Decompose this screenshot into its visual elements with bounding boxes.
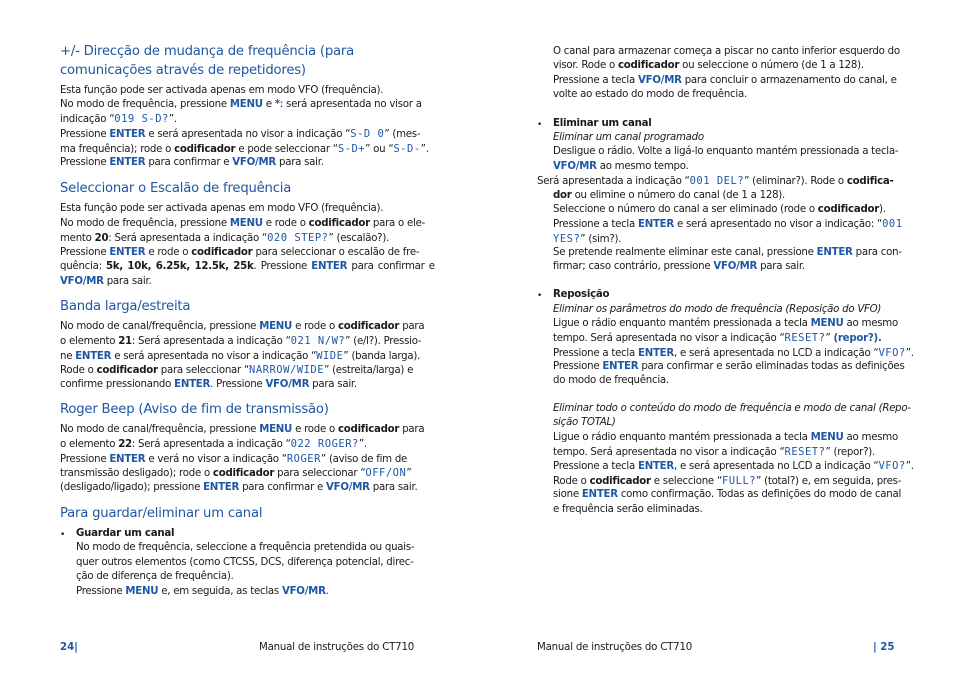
text-line: firmar; caso contrário, pressione VFO/MR para sair. [553, 261, 805, 272]
text-line: confirme pressionando ENTER. Pressione VFO/MR para sair. [60, 379, 357, 390]
text-line: YES?” (sim?). [553, 233, 622, 245]
footer-title: Manual de instruções do CT710 [537, 642, 693, 653]
page-number: | 25 [873, 642, 895, 653]
heading-shift-direction-line1: +/- Direcção de mudança de frequência (para [60, 44, 355, 59]
text-line: Pressione ENTER para confirmar e serão eliminadas todas as definições [553, 361, 905, 372]
item-subtitle: Eliminar os parâmetros do modo de frequência (Reposição do VFO) [553, 304, 882, 315]
text-line: ne ENTER e será apresentada no visor a indicação “WIDE” (banda larga). [60, 350, 421, 362]
key-vfomr: VFO/MR [232, 157, 276, 168]
bullet: • [537, 120, 543, 130]
text-line: Ligue o rádio enquanto mantém pressionada a tecla MENU ao mesmo [553, 318, 898, 329]
text-line: VFO/MR para sair. [60, 276, 152, 287]
text-line: Será apresentada a indicação “001 DEL?” (eliminar?). Rode o codifica- [537, 175, 894, 187]
text-line: e frequência serão eliminadas. [553, 504, 703, 515]
lcd-text: YES? [553, 233, 581, 245]
item-title: Reposição [553, 289, 610, 300]
lcd-text: 001 [882, 218, 903, 230]
bullet: • [60, 530, 66, 540]
text-line: tempo. Será apresentada no visor a indicação “RESET?” (repor?). [553, 332, 882, 344]
text-line: dor ou elimine o número do canal (de 1 a 128). [553, 190, 786, 201]
text-line: Pressione a tecla VFO/MR para concluir o armazenamento do canal, e [553, 75, 897, 86]
text-line: transmissão desligado); rode o codificador para seleccionar “OFF/ON” [60, 467, 412, 479]
text-line: indicação “019 S-D?”. [60, 113, 177, 125]
text-line: volte ao estado do modo de frequência. [553, 89, 747, 100]
text-line: Pressione ENTER e rode o codificador para seleccionar o escalão de fre- [60, 247, 420, 258]
heading-shift-direction-line2: comunicações através de repetidores) [60, 63, 306, 78]
key-star: * [274, 99, 280, 110]
text-line: Pressione a tecla ENTER e será apresentado no visor a indicação: “001 [553, 218, 903, 230]
text-line: do modo de frequência. [553, 375, 669, 386]
lcd-text: 019 S-D? [114, 113, 169, 125]
lcd-text: VFO? [878, 347, 906, 359]
text-line: Ligue o rádio enquanto mantém pressionada a tecla MENU ao mesmo [553, 432, 898, 443]
lcd-text: 021 N/W? [290, 335, 346, 347]
item-subtitle: Eliminar um canal programado [553, 132, 704, 143]
text-line: ção de diferença de frequência). [76, 571, 234, 582]
lcd-text: S-D+ [337, 143, 366, 155]
key-menu: MENU [229, 99, 263, 110]
text-line: No modo de frequência, pressione MENU e *: será apresentada no visor a [60, 99, 422, 110]
text-line: o elemento 22: Será apresentada a indicação “022 ROGER?”. [60, 438, 367, 450]
item-title: Eliminar um canal [553, 118, 652, 129]
key-enter: ENTER [109, 129, 146, 140]
text-line: No modo de frequência, seleccione a frequência pretendida ou quais- [76, 542, 415, 553]
page-number: 24| [60, 642, 78, 653]
item-subtitle: sição TOTAL) [553, 417, 616, 428]
text-line: Pressione ENTER e verá no visor a indicação “ROGER” (aviso de fim de [60, 453, 408, 465]
lcd-text: ROGER [286, 453, 321, 465]
text-line: tempo. Será apresentada no visor a indicação “RESET?” (repor?). [553, 446, 875, 458]
text-line: Desligue o rádio. Volte a ligá-lo enquanto mantém pressionada a tecla- [553, 146, 899, 157]
item-subtitle: Eliminar todo o conteúdo do modo de frequência e modo de canal (Repo- [553, 403, 911, 414]
text-line: quer outros elementos (como CTCSS, DCS, diferença potencial, direc- [76, 557, 414, 568]
text-line: O canal para armazenar começa a piscar no canto inferior esquerdo do [553, 46, 900, 57]
text-line: Se pretende realmente eliminar este canal, pressione ENTER para con- [553, 247, 902, 258]
heading-save-delete-channel: Para guardar/eliminar um canal [60, 506, 263, 521]
lcd-text: RESET? [784, 446, 826, 458]
lcd-text: FULL? [721, 475, 757, 487]
text-line: Pressione ENTER e será apresentada no visor a indicação “S-D 0” (mes- [60, 128, 421, 140]
lcd-text: 001 DEL? [689, 175, 745, 187]
text-line: quência: 5k, 10k, 6.25k, 12.5k, 25k. Pressione ENTER para confirmar e [60, 261, 435, 272]
text-line: VFO/MR ao mesmo tempo. [553, 161, 689, 172]
text-line: (desligado/ligado); pressione ENTER para confirmar e VFO/MR para sair. [60, 482, 418, 493]
text-line: Rode o codificador para seleccionar “NARROW/WIDE” (estreita/larga) e [60, 364, 414, 376]
text-line: Pressione a tecla ENTER, e será apresentada no LCD a indicação “VFO?”. [553, 347, 914, 359]
lcd-text: OFF/ON [365, 467, 407, 479]
item-title: Guardar um canal [76, 528, 175, 539]
text-line: Seleccione o número do canal a ser eliminado (rode o codificador). [553, 204, 886, 215]
footer-title: Manual de instruções do CT710 [259, 642, 415, 653]
text-line: mento 20: Será apresentada a indicação “020 STEP?” (escalão?). [60, 232, 390, 244]
text-line: sione ENTER como confirmação. Todas as definições do modo de canal [553, 489, 902, 500]
lcd-text: 022 ROGER? [290, 438, 359, 450]
heading-roger-beep: Roger Beep (Aviso de fim de transmissão) [60, 402, 329, 417]
text-line: Pressione a tecla ENTER, e será apresentada no LCD a indicação “VFO?”. [553, 460, 914, 472]
key-enter: ENTER [109, 157, 146, 168]
text-line: Rode o codificador e seleccione “FULL?” (total?) e, em seguida, pres- [553, 475, 902, 487]
text-line: Esta função pode ser activada apenas em modo VFO (frequência). [60, 85, 384, 96]
text-line: No modo de frequência, pressione MENU e rode o codificador para o ele- [60, 218, 426, 229]
text-line: No modo de canal/frequência, pressione MENU e rode o codificador para [60, 321, 425, 332]
text-line: ma frequência); rode o codificador e pode seleccionar “S-D+” ou “S-D-”. [60, 143, 429, 155]
lcd-text: S-D 0 [350, 128, 385, 140]
heading-step: Seleccionar o Escalão de frequência [60, 181, 292, 196]
text-line: Pressione ENTER para confirmar e VFO/MR para sair. [60, 157, 324, 168]
heading-bandwidth: Banda larga/estreita [60, 299, 191, 314]
text-line: Esta função pode ser activada apenas em modo VFO (frequência). [60, 203, 384, 214]
bullet: • [537, 291, 543, 301]
lcd-text: WIDE [316, 350, 344, 362]
lcd-text: VFO? [878, 460, 906, 472]
lcd-text: 020 STEP? [267, 232, 329, 244]
lcd-text: RESET? [784, 332, 826, 344]
text-line: Pressione MENU e, em seguida, as teclas VFO/MR. [76, 586, 329, 597]
text-line: o elemento 21: Será apresentada a indicação “021 N/W?” (e/l?). Pressio- [60, 335, 422, 347]
text-line: No modo de canal/frequência, pressione MENU e rode o codificador para [60, 424, 425, 435]
text-line: visor. Rode o codificador ou seleccione o número (de 1 a 128). [553, 60, 864, 71]
lcd-text: NARROW/WIDE [249, 364, 325, 376]
lcd-text: S-D- [393, 143, 421, 155]
